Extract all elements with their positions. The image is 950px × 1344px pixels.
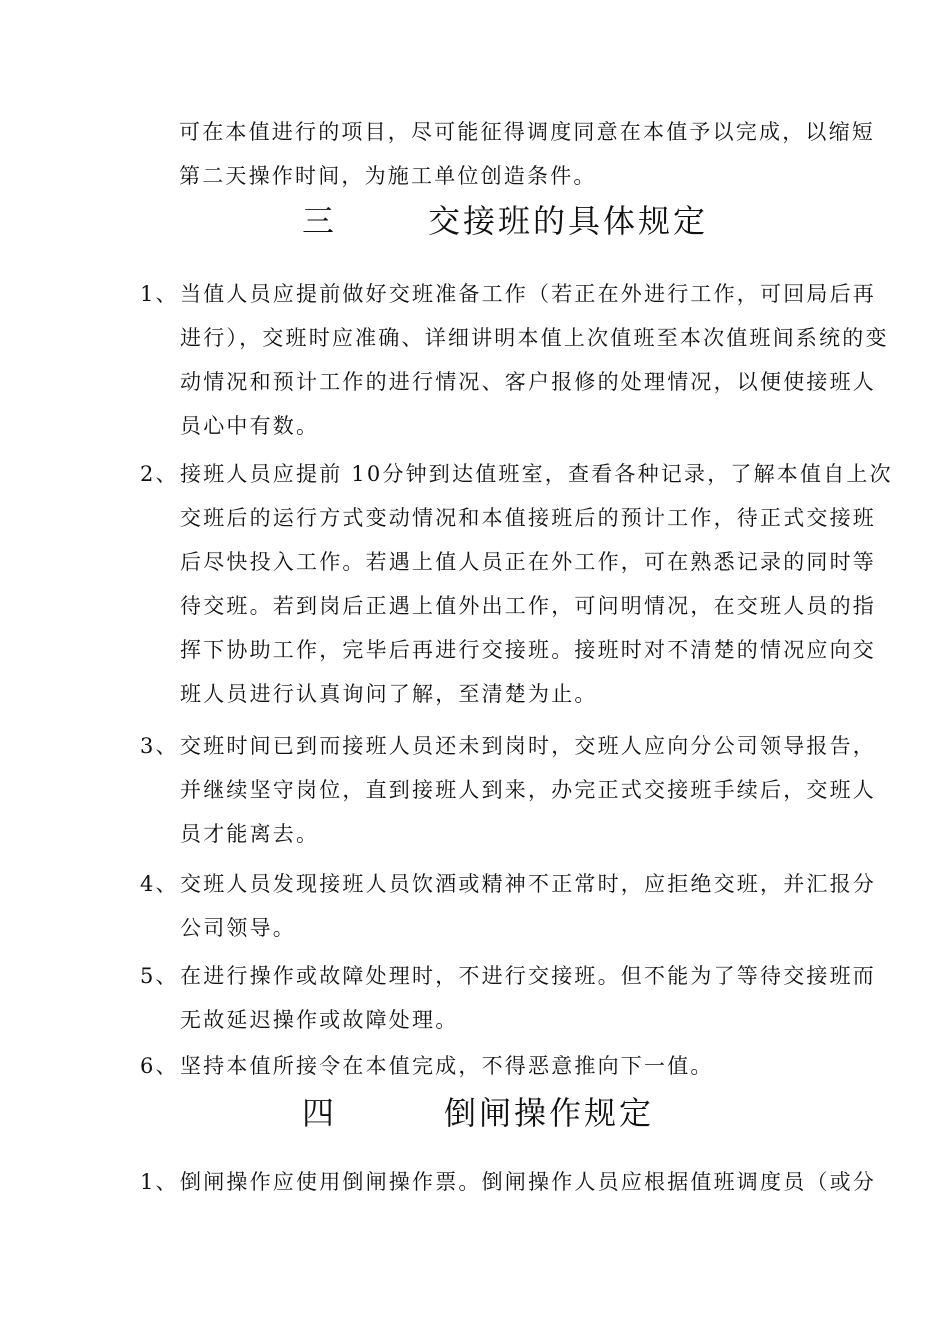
continuation-paragraph [179,110,875,198]
list-item-index: 1、 [140,282,179,306]
text-line: 可在本值进行的项目，尽可能征得调度同意在本值予以完成，以缩短 [179,120,875,144]
text-line: 并继续坚守岗位，直到接班人到来，办完正式交接班手续后，交班人 [180,778,876,802]
list-item [140,452,893,716]
text-line: 交班人员发现接班人员饮酒或精神不正常时，应拒绝交班，并汇报分 [180,872,876,896]
text-line: 后尽快投入工作。若遇上值人员正在外工作，可在熟悉记录的同时等 [180,550,876,574]
text-line: 在进行操作或故障处理时，不进行交接班。但不能为了等待交接班而 [180,964,876,988]
text-line: 无故延迟操作或故障处理。 [180,1008,459,1032]
list-item-index: 1、 [140,1170,179,1194]
list-item-index: 6、 [140,1054,179,1078]
text-line: 公司领导。 [180,916,296,940]
section-number: 三 [302,202,338,240]
text-line: 员才能离去。 [180,822,320,846]
text-line: 坚持本值所接令在本值完成，不得恶意推向下一值。 [180,1054,714,1078]
text-line: 动情况和预计工作的进行情况、客户报修的处理情况，以便使接班人 [180,370,876,394]
list-item [140,1160,876,1204]
section-number: 四 [302,1094,338,1132]
text-line: 班人员进行认真询问了解，至清楚为止。 [180,682,598,706]
list-item [140,272,889,448]
list-item-index: 5、 [140,964,179,988]
text-line: 接班人员应提前 10分钟到达值班室，查看各种记录，了解本值自上次 [180,462,893,486]
list-item [140,954,876,1042]
section-title: 倒闸操作规定 [444,1094,655,1132]
list-item-index: 2、 [140,462,179,486]
text-line: 挥下协助工作，完毕后再进行交接班。接班时对不清楚的情况应向交 [180,638,876,662]
text-line: 员心中有数。 [180,414,320,438]
text-line: 待交班。若到岗后正遇上值外出工作，可问明情况，在交班人员的指 [180,594,876,618]
section-heading-4 [0,1088,950,1148]
text-line: 当值人员应提前做好交班准备工作（若正在外进行工作，可回局后再 [180,282,876,306]
text-line: 交班时间已到而接班人员还未到岗时，交班人应向分公司领导报告， [180,734,876,758]
list-item-index: 3、 [140,734,179,758]
text-line: 交班后的运行方式变动情况和本值接班后的预计工作，待正式交接班 [180,506,876,530]
list-item-index: 4、 [140,872,179,896]
section-heading-3 [0,196,950,256]
list-item [140,862,876,950]
section-title: 交接班的具体规定 [428,202,709,240]
text-line: 倒闸操作应使用倒闸操作票。倒闸操作人员应根据值班调度员（或分 [180,1170,876,1194]
text-line: 第二天操作时间，为施工单位创造条件。 [179,164,597,188]
list-item [140,1044,860,1088]
list-item [140,724,876,856]
text-line: 进行），交班时应准确、详细讲明本值上次值班至本次值班间系统的变 [180,326,889,350]
